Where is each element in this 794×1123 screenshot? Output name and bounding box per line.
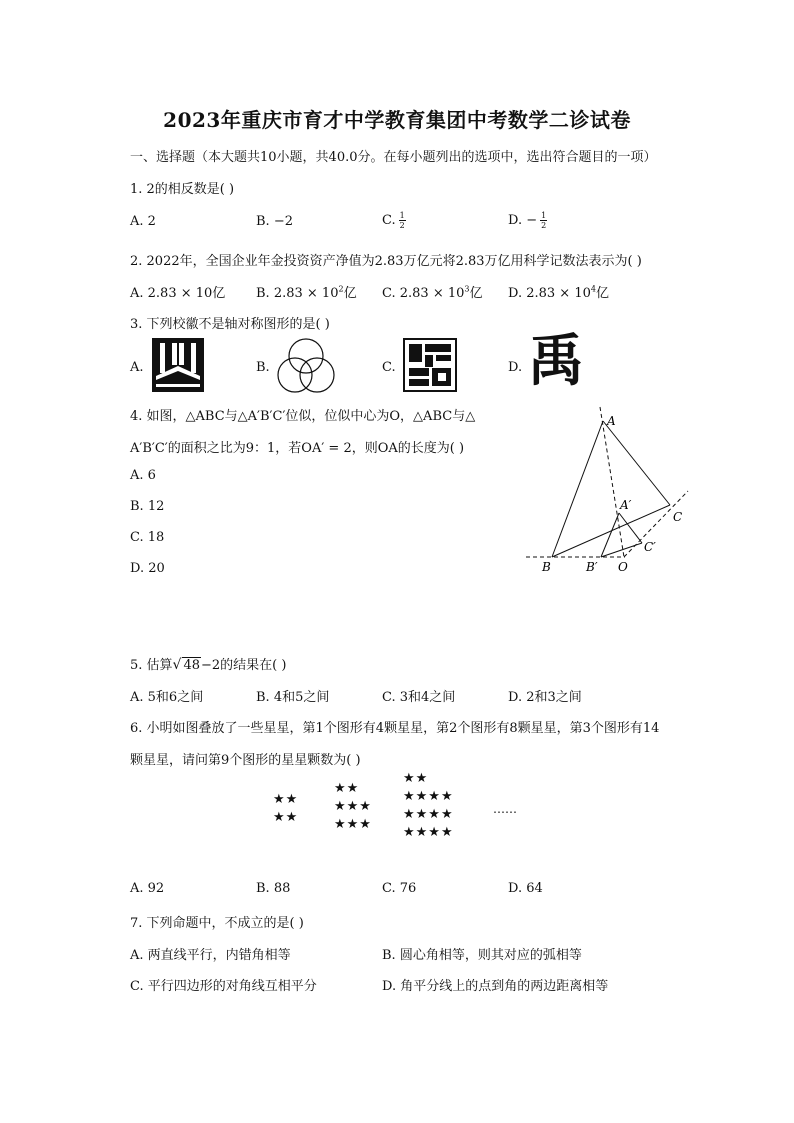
q1-option-b: B. −2 <box>256 214 293 229</box>
q1-option-c: C. $\frac{1}{2}$ <box>382 211 405 230</box>
star-figure-3: ★★ ★★★★ ★★★★ ★★★★ <box>403 771 454 840</box>
q1-d-fraction: $\frac{1}{2}$ <box>541 211 547 230</box>
question-3-stem: 3. 下列校徽不是轴对称图形的是( ) <box>130 317 330 332</box>
question-6-line1: 6. 小明如图叠放了一些星星，第1个图形有4颗星星，第2个图形有8颗星星，第3个图形有14 <box>130 721 660 736</box>
three-circles-icon <box>275 337 337 395</box>
q4-option-d: D. 20 <box>130 561 165 576</box>
question-2-stem: 2. 2022年，全国企业年金投资资产净值为2.83万亿元将2.83万亿用科学记数法表示为( ) <box>130 254 642 269</box>
q3-option-a: A. <box>130 360 144 375</box>
chinese-glyph-icon: 禹 <box>528 329 584 394</box>
figure-label-b-prime: B′ <box>586 560 598 574</box>
question-6-line2: 颗星星，请问第9个图形的星星颗数为( ) <box>130 753 361 768</box>
figure-label-a-prime: A′ <box>620 498 632 512</box>
q7-option-c: C. 平行四边形的对角线互相平分 <box>130 979 317 994</box>
q6-option-b: B. 88 <box>256 881 291 896</box>
q5-option-a: A. 5和6之间 <box>130 690 204 705</box>
q4-option-b: B. 12 <box>130 499 165 514</box>
q7-option-a: A. 两直线平行，内错角相等 <box>130 948 291 963</box>
q5-option-b: B. 4和5之间 <box>256 690 330 705</box>
question-5-stem: 5. 估算√ 48−2的结果在( ) <box>130 657 287 673</box>
ellipsis: …… <box>493 802 517 816</box>
q2-option-a: A. 2.83 × 10亿 <box>130 286 226 301</box>
similar-triangles-figure <box>520 405 695 580</box>
figure-label-b: B <box>542 560 551 574</box>
q3-option-d: D. <box>508 360 523 375</box>
q2-option-c: C. $2.83 \times 10^3$亿 <box>382 284 483 301</box>
q7-option-b: B. 圆心角相等，则其对应的弧相等 <box>382 948 582 963</box>
sqrt-icon: √ <box>172 657 182 673</box>
q2-option-b: B. $2.83 \times 10^2$亿 <box>256 284 357 301</box>
q5-option-c: C. 3和4之间 <box>382 690 456 705</box>
q1-option-d: D. − $\frac{1}{2}$ <box>508 211 547 230</box>
question-7-stem: 7. 下列命题中，不成立的是( ) <box>130 916 304 931</box>
figure-label-a: A <box>607 414 616 428</box>
q6-option-d: D. 64 <box>508 881 543 896</box>
question-1-stem: 1. 2的相反数是( ) <box>130 182 235 197</box>
question-4-line2: A′B′C′的面积之比为9：1，若OA′ = 2，则OA的长度为( ) <box>130 441 465 456</box>
q5-option-d: D. 2和3之间 <box>508 690 582 705</box>
q7-option-d: D. 角平分线上的点到角的两边距离相等 <box>382 979 609 994</box>
q4-option-a: A. 6 <box>130 468 156 483</box>
star-figure-2: ★★ ★★★ ★★★ <box>334 781 372 832</box>
q1-c-fraction: $\frac{1}{2}$ <box>399 211 405 230</box>
figure-label-o: O <box>618 560 628 574</box>
q1-option-a: A. 2 <box>130 214 156 229</box>
exam-title: 2023年重庆市育才中学教育集团中考数学二诊试卷 <box>163 108 631 132</box>
square-maze-icon <box>403 338 457 392</box>
q4-option-c: C. 18 <box>130 530 165 545</box>
q3-option-b: B. <box>256 360 270 375</box>
figure-label-c-prime: C′ <box>644 540 656 554</box>
emblem-bars-icon <box>152 338 204 392</box>
q3-option-c: C. <box>382 360 396 375</box>
radicand: 48 <box>183 658 201 673</box>
section-heading: 一、选择题（本大题共10小题，共40.0分。在每小题列出的选项中，选出符合题目的一项） <box>130 150 657 165</box>
question-4-line1: 4. 如图，△ABC与△A′B′C′位似，位似中心为O，△ABC与△ <box>130 409 476 424</box>
star-figure-1: ★★ ★★ <box>273 792 299 825</box>
q6-option-a: A. 92 <box>130 881 165 896</box>
figure-label-c: C <box>673 510 683 524</box>
q6-option-c: C. 76 <box>382 881 417 896</box>
q2-option-d: D. $2.83 \times 10^4$亿 <box>508 284 609 301</box>
